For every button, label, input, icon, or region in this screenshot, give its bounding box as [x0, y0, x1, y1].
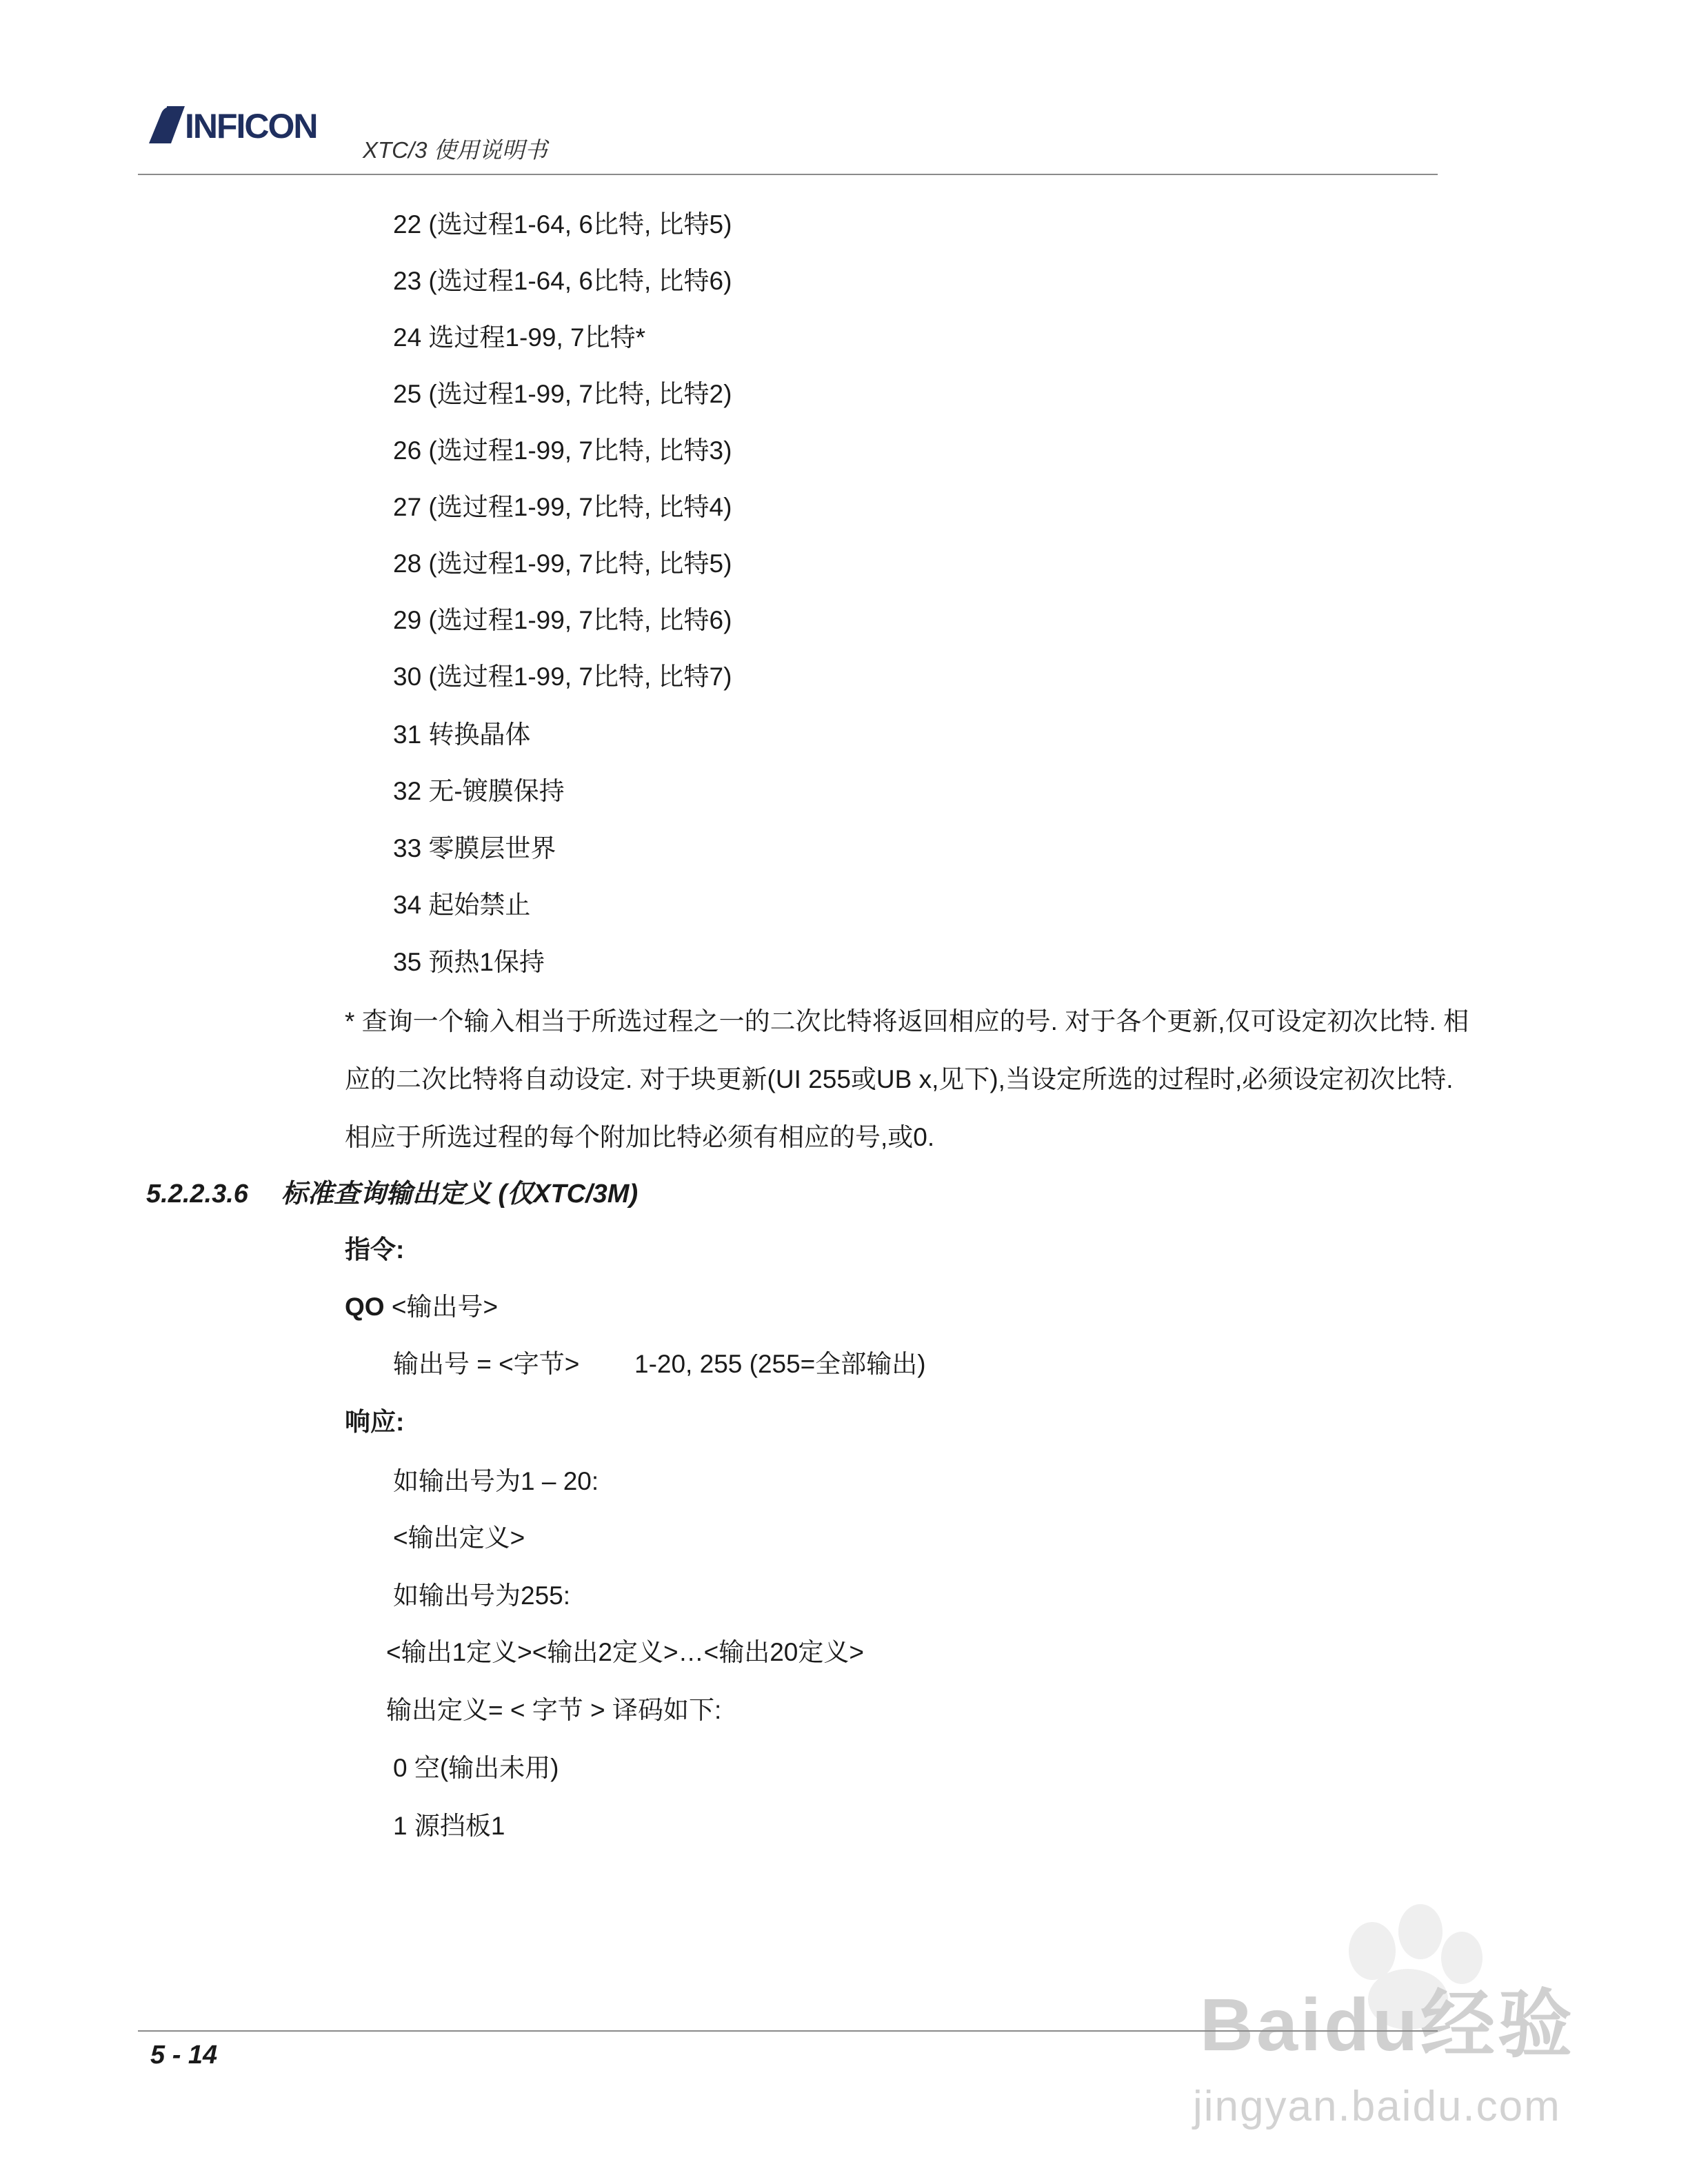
section-heading [146, 1172, 638, 1210]
response-line: 如输出号为1 – 20: [393, 1467, 599, 1495]
command-syntax [345, 1291, 498, 1323]
list-item: 34 起始禁止 [393, 891, 531, 919]
list-item: 24 选过程1-99, 7比特* [393, 323, 646, 352]
footnote: * 查询一个输入相当于所选过程之一的二次比特将返回相应的号. 对于各个更新,仅可设定初次比特. 相应的二次比特将自动设定. 对于块更新(UI 255或UB x,见下),当设定所选的过程时,必须设定初次比特.相应于所选过程的每个附加比特必须有相应的号,或0. [345, 1007, 1469, 1151]
list-item: 27 (选过程1-99, 7比特, 比特4) [393, 493, 732, 521]
header-divider [138, 174, 1438, 175]
page-number: 5 - 14 [150, 2041, 218, 2070]
list-item: 25 (选过程1-99, 7比特, 比特2) [393, 380, 732, 408]
list-item: 33 零膜层世界 [393, 834, 556, 862]
list-item: 30 (选过程1-99, 7比特, 比特7) [393, 663, 732, 691]
list-item: 35 预热1保持 [393, 948, 545, 976]
list-item: 28 (选过程1-99, 7比特, 比特5) [393, 549, 732, 578]
section-number: 5.2.2.3.6 [146, 1180, 248, 1209]
logo-text: INFICON [185, 107, 317, 145]
list-item: 22 (选过程1-64, 6比特, 比特5) [393, 210, 732, 239]
inficon-logo [146, 103, 336, 146]
list-item: 26 (选过程1-99, 7比特, 比特3) [393, 436, 732, 465]
watermark-brand: Baidu经验 [1200, 1983, 1576, 2066]
list-item: 29 (选过程1-99, 7比特, 比特6) [393, 606, 732, 634]
footer-divider [138, 2030, 1438, 2032]
list-item: 31 转换晶体 [393, 720, 531, 749]
response-line: <输出1定义><输出2定义>…<输出20定义> [386, 1638, 864, 1666]
document-title: XTC/3 使用说明书 [363, 137, 547, 163]
command-argument: <输出号> [391, 1293, 499, 1321]
parameter-definition: 输出号 = <字节> [393, 1350, 580, 1378]
list-item: 23 (选过程1-64, 6比特, 比特6) [393, 267, 732, 295]
section-title: 标准查询输出定义 (仅XTC/3M) [281, 1180, 639, 1209]
response-line: 1 源挡板1 [393, 1812, 505, 1840]
response-label: 响应: [345, 1408, 405, 1436]
response-line: <输出定义> [393, 1524, 525, 1552]
command-label: 指令: [345, 1235, 405, 1264]
response-line: 输出定义= < 字节 > 译码如下: [386, 1696, 722, 1724]
watermark-url: jingyan.baidu.com [1193, 2083, 1561, 2130]
response-line: 如输出号为255: [393, 1581, 571, 1610]
command-keyword: QO [345, 1293, 385, 1321]
parameter-range: 1-20, 255 (255=全部输出) [634, 1350, 926, 1378]
list-item: 32 无-镀膜保持 [393, 777, 565, 805]
response-line: 0 空(输出未用) [393, 1754, 559, 1782]
